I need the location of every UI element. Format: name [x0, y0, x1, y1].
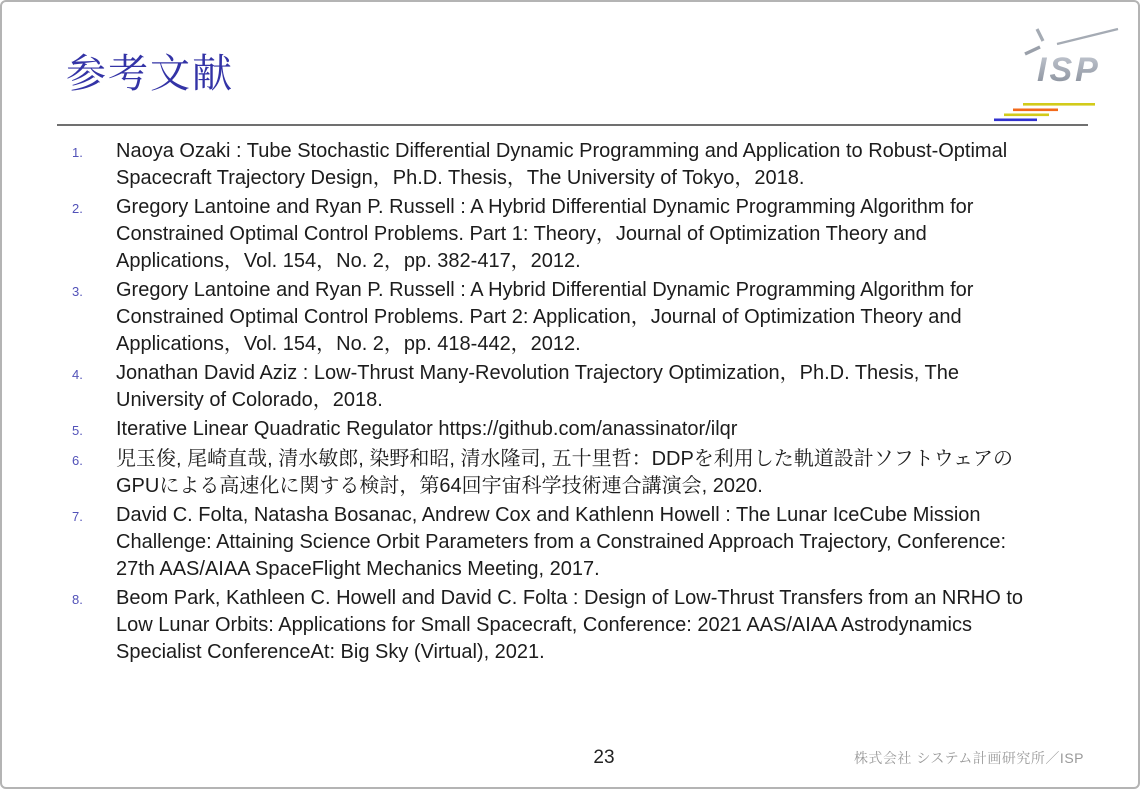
reference-text: 児玉俊, 尾崎直哉, 清水敏郎, 染野和昭, 清水隆司, 五十里哲：DDPを利用した軌道設計ソフトウェアのGPUによる高速化に関する検討，第64回宇宙科学技術連合講演会, 2020.	[116, 448, 1013, 497]
page-title: 参考文献	[66, 52, 234, 96]
reference-number: 2.	[72, 201, 83, 216]
reference-item	[72, 502, 1032, 583]
reference-number: 8.	[72, 592, 83, 607]
reference-number: 6.	[72, 453, 83, 468]
reference-text: Naoya Ozaki : Tube Stochastic Differential Dynamic Programming and Application to Robust-Optimal Spacecraft Trajectory Design，Ph.D. Thesis，The University of Tokyo，2018.	[116, 140, 1008, 189]
logo-isp-text: ISP	[1037, 51, 1101, 89]
reference-item	[72, 446, 1032, 500]
references-list	[72, 138, 1032, 668]
reference-item	[72, 138, 1032, 192]
reference-item	[72, 360, 1032, 414]
company-footer: 株式会社 システム計画研究所／ISP	[853, 750, 1084, 766]
logo-accent-bars	[994, 103, 1095, 121]
reference-text: Gregory Lantoine and Ryan P. Russell : A Hybrid Differential Dynamic Programming Algorithm for Constrained Optimal Control Problems. Part 2: Application，Journal of Optimization Theory and Applications，Vol. 154，No. 2，pp. 418-442，2012.	[116, 279, 974, 355]
isp-logo	[987, 24, 1137, 124]
reference-number: 7.	[72, 509, 83, 524]
reference-text: Gregory Lantoine and Ryan P. Russell : A Hybrid Differential Dynamic Programming Algorithm for Constrained Optimal Control Problems. Part 1: Theory，Journal of Optimization Theory and Applications，Vol. 154，No. 2，pp. 382-417，2012.	[116, 196, 974, 272]
reference-item	[72, 585, 1032, 666]
reference-text: David C. Folta, Natasha Bosanac, Andrew Cox and Kathlenn Howell : The Lunar IceCube Mission Challenge: Attaining Science Orbit Parameters from a Constrained Approach Trajectory, Conference: 27th AAS/AIAA SpaceFlight Mechanics Meeting, 2017.	[116, 504, 1007, 580]
reference-text: Beom Park, Kathleen C. Howell and David C. Folta : Design of Low-Thrust Transfers from an NRHO to Low Lunar Orbits: Applications for Small Spacecraft, Conference: 2021 AAS/AIAA Astrodynamics Specialist ConferenceAt: Big Sky (Virtual), 2021.	[116, 587, 1024, 663]
page-number: 23	[593, 747, 615, 768]
reference-item	[72, 194, 1032, 275]
reference-number: 3.	[72, 284, 83, 299]
reference-number: 4.	[72, 367, 83, 382]
reference-text: Iterative Linear Quadratic Regulator https://github.com/anassinator/ilqr	[116, 418, 738, 440]
title-underline	[57, 124, 1088, 126]
reference-text: Jonathan David Aziz : Low-Thrust Many-Revolution Trajectory Optimization，Ph.D. Thesis, The University of Colorado，2018.	[116, 362, 959, 411]
reference-item	[72, 277, 1032, 358]
reference-item	[72, 416, 1032, 444]
reference-number: 5.	[72, 423, 83, 438]
reference-number: 1.	[72, 145, 83, 160]
